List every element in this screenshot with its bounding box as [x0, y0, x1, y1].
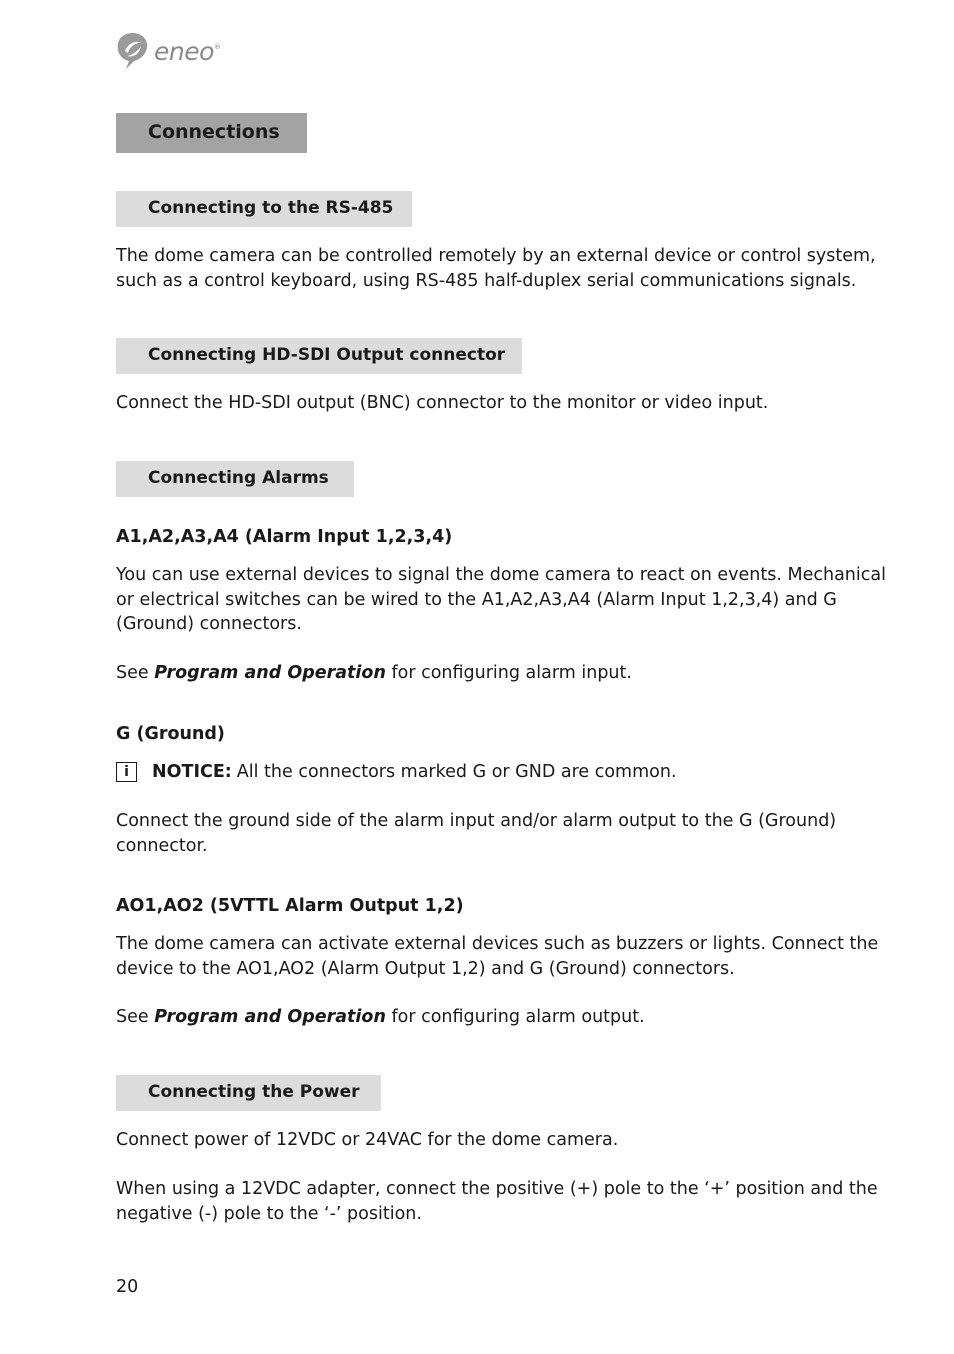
- subheading-alarms: [116, 461, 354, 497]
- subheading-alarms-label: Connecting Alarms: [148, 468, 329, 488]
- info-icon: i: [116, 762, 137, 782]
- alarm-output-paragraph: The dome camera can activate external devices such as buzzers or lights. Connect the device to the AO1,AO2 (Alarm Output 1,2) and G (Ground) connectors.: [116, 934, 879, 979]
- power-paragraph-1: Connect power of 12VDC or 24VAC for the dome camera.: [116, 1130, 619, 1150]
- page-number: 20: [116, 1277, 139, 1297]
- section-heading-connections: [116, 113, 307, 153]
- subheading-rs485-label: Connecting to the RS-485: [148, 198, 394, 218]
- see-suffix: for configuring alarm output.: [385, 1007, 645, 1027]
- alarm-input-heading: A1,A2,A3,A4 (Alarm Input 1,2,3,4): [116, 527, 453, 547]
- subheading-power-label: Connecting the Power: [148, 1082, 360, 1102]
- subheading-hdsdi: [116, 338, 522, 374]
- notice-text: All the connectors marked G or GND are common.: [236, 762, 677, 782]
- section-heading-connections-label: Connections: [148, 121, 280, 143]
- eneo-logo: [114, 30, 221, 72]
- hdsdi-paragraph: Connect the HD-SDI output (BNC) connector to the monitor or video input.: [116, 393, 769, 413]
- program-operation-reference: Program and Operation: [154, 663, 386, 683]
- program-operation-reference: Program and Operation: [154, 1007, 386, 1027]
- subheading-hdsdi-label: Connecting HD-SDI Output connector: [148, 345, 506, 365]
- see-prefix: See: [116, 663, 155, 683]
- subheading-rs485: [116, 191, 412, 227]
- power-paragraph-2: When using a 12VDC adapter, connect the positive (+) pole to the ‘+’ position and the negative (-) pole to the ‘-’ position.: [116, 1179, 878, 1224]
- subheading-power: [116, 1075, 381, 1111]
- alarm-input-see-paragraph: [116, 661, 886, 686]
- notice-box: [116, 762, 677, 782]
- alarm-output-heading: AO1,AO2 (5VTTL Alarm Output 1,2): [116, 896, 464, 916]
- rs485-paragraph: The dome camera can be controlled remotely by an external device or control system, such as a control keyboard, using RS-485 half-duplex serial communications signals.: [116, 246, 876, 291]
- eneo-logo-icon: [114, 31, 150, 71]
- ground-heading: G (Ground): [116, 724, 225, 744]
- ground-paragraph: Connect the ground side of the alarm input and/or alarm output to the G (Ground) connector.: [116, 811, 837, 856]
- alarm-input-paragraph: You can use external devices to signal the dome camera to react on events. Mechanical or electrical switches can be wired to the A1,A2,A3,A4 (Alarm Input 1,2,3,4) and G (Ground) connectors.: [116, 565, 886, 634]
- logo-registered-mark: ®: [213, 43, 221, 51]
- see-suffix: for configuring alarm input.: [385, 663, 632, 683]
- notice-label: NOTICE:: [152, 762, 232, 782]
- logo-wordmark: eneo: [154, 36, 214, 66]
- alarm-output-see-paragraph: [116, 1005, 886, 1030]
- see-prefix: See: [116, 1007, 155, 1027]
